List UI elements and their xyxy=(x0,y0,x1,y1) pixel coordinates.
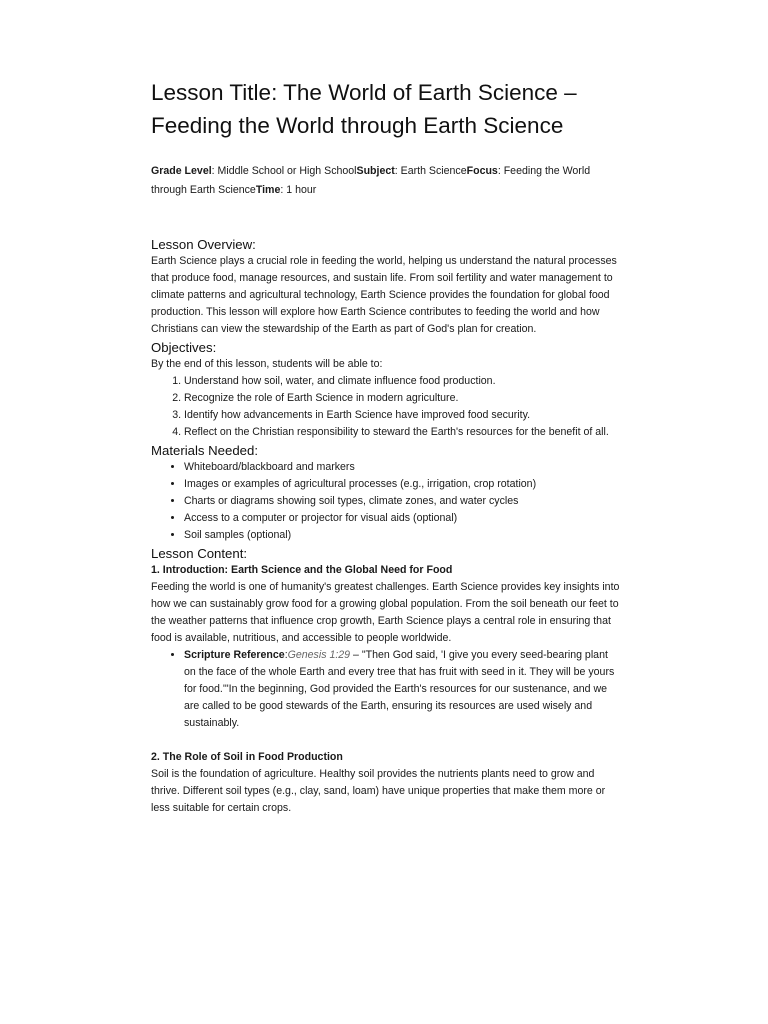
objectives-list xyxy=(151,373,621,441)
objectives-heading: Objectives: xyxy=(151,340,217,355)
section-2-text: Soil is the foundation of agriculture. Healthy soil provides the nutrients plants need to grow and thrive. Different soil types (e.g., clay, sand, loam) have unique properties that make them more or less suitable for certain crops. xyxy=(151,768,606,814)
document-body xyxy=(151,76,621,817)
objectives-intro: By the end of this lesson, students will be able to: xyxy=(151,358,383,370)
time-value: : 1 hour xyxy=(280,184,317,196)
material-item: • Images or examples of agricultural processes (e.g., irrigation, crop rotation) xyxy=(184,476,621,493)
materials-list xyxy=(151,459,621,544)
lesson-meta xyxy=(151,162,621,200)
overview-text: Earth Science plays a crucial role in feeding the world, helping us understand the natural processes that produce food, manage resources, and sustain life. From soil fertility and water management to climate patterns and agricultural technology, Earth Science provides the foundation for global food production. This lesson will explore how Earth Science contributes to feeding the world and how Christians can view the stewardship of the Earth as part of God's plan for creation. xyxy=(151,255,617,335)
scripture-text: – "Then God said, 'I give you every seed-bearing plant on the face of the whole Earth and every tree that has fruit with seed in it. They will be yours for food.'"In the beginning, God provided the Earth's resources for our sustenance, and we are called to be good stewards of the Earth, ensuring its resources are used wisely and sustainably. xyxy=(184,649,615,729)
subject-value: : Earth Science xyxy=(394,165,467,177)
scripture-colon: : xyxy=(284,649,288,661)
focus-label: Focus xyxy=(466,165,498,177)
grade-level-value: : Middle School or High School xyxy=(211,165,357,177)
material-item: • Soil samples (optional) xyxy=(184,527,621,544)
focus-value: : Feeding the World through Earth Science xyxy=(151,165,591,196)
grade-level-label: Grade Level xyxy=(151,165,212,177)
scripture-item xyxy=(184,647,621,732)
objective-item: 4. Reflect on the Christian responsibility to steward the Earth's resources for the benefit of all. xyxy=(184,424,621,441)
scripture-label: Scripture Reference xyxy=(184,649,285,661)
objective-item: 3. Identify how advancements in Earth Science have improved food security. xyxy=(184,407,621,424)
section-2-heading: 2. The Role of Soil in Food Production xyxy=(151,751,343,763)
material-item: • Charts or diagrams showing soil types, climate zones, and water cycles xyxy=(184,493,621,510)
lesson-content-heading: Lesson Content: xyxy=(151,546,248,561)
overview-heading: Lesson Overview: xyxy=(151,237,256,252)
material-item: • Access to a computer or projector for visual aids (optional) xyxy=(184,510,621,527)
section-1-text: Feeding the world is one of humanity's greatest challenges. Earth Science provides key insights into how we can sustainably grow food for a growing global population. From the soil beneath our feet to the weather patterns that influence crop growth, Earth Science plays a central role in ensuring that food is available, nutritious, and accessible to people worldwide. xyxy=(151,581,620,644)
scripture-list xyxy=(151,647,621,732)
subject-label: Subject xyxy=(356,165,395,177)
time-label: Time xyxy=(255,184,281,196)
scripture-citation: Genesis 1:29 xyxy=(287,649,351,661)
lesson-title xyxy=(151,76,621,142)
material-item: • Whiteboard/blackboard and markers xyxy=(184,459,621,476)
objective-item: 2. Recognize the role of Earth Science in modern agriculture. xyxy=(184,390,621,407)
objective-item: 1. Understand how soil, water, and climate influence food production. xyxy=(184,373,621,390)
lesson-title-line-1: Lesson Title: The World of Earth Science – xyxy=(151,80,577,105)
materials-heading: Materials Needed: xyxy=(151,443,259,458)
lesson-title-line-2: Feeding the World through Earth Science xyxy=(151,113,564,138)
section-1-heading: 1. Introduction: Earth Science and the Global Need for Food xyxy=(151,564,453,576)
